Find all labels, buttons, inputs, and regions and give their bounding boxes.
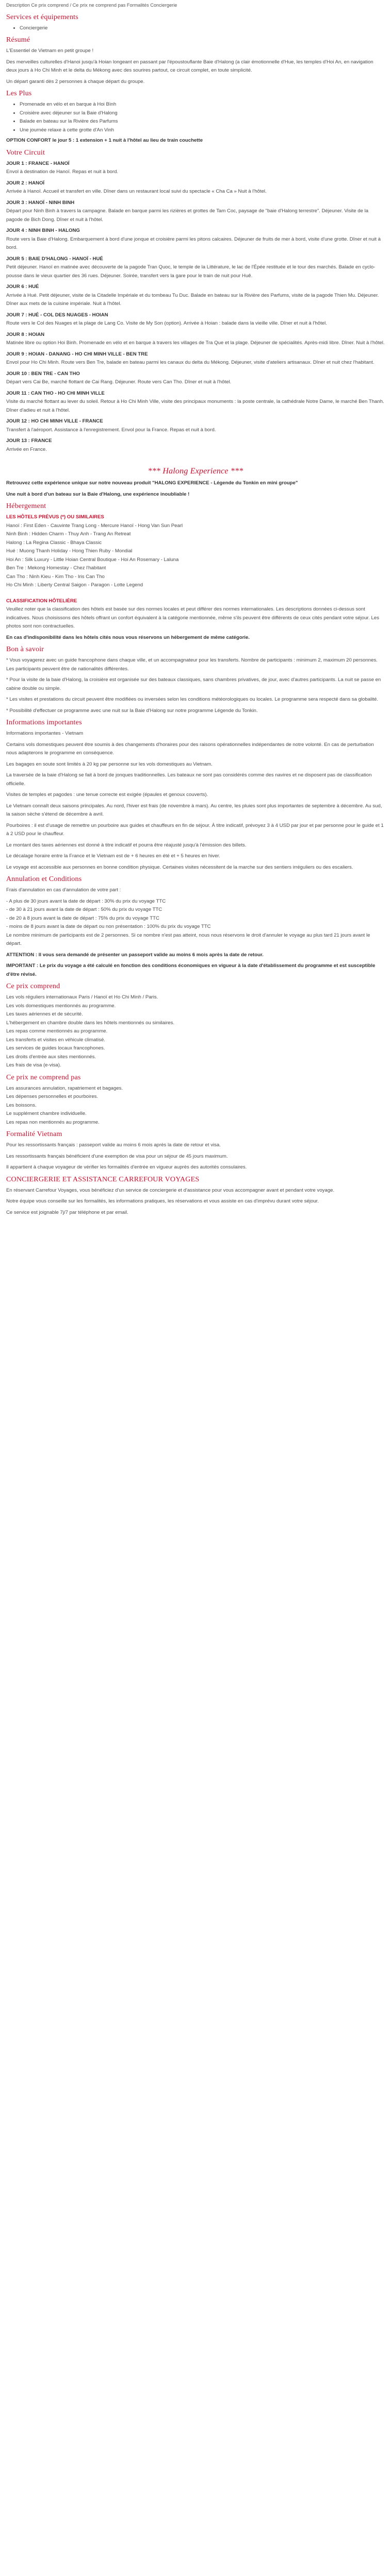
breadcrumb[interactable]: Description Ce prix comprend / Ce prix ne comprend pas Formalités Conciergerie [6, 3, 177, 8]
resume-line: L'Essentiel de Vietnam en petit groupe ! [6, 48, 94, 54]
cancel-line: Frais d'annulation en cas d'annulation de votre part : [6, 887, 121, 893]
day-text: Envol à destination de Hanoï. Repas et nuit à bord. [6, 169, 119, 175]
hotels-list [6, 522, 385, 590]
day-text: Route vers la Baie d'Halong. Embarquement à bord d'une jonque et croisière parmi les pitons calcaires. Déjeuner de fruits de mer à bord, visite d'une grotte. Dîner et nuit à bord. [6, 236, 381, 250]
infos-para: Certains vols domestiques peuvent être soumis à des changements d'horaires pour des raisons opérationnelles indépendantes de notre volonté. En cas de perturbation nous adapterons le programme en conséquence. [6, 741, 374, 756]
infos-para: Le décalage horaire entre la France et le Vietnam est de + 6 heures en été et + 5 heures en hiver. [6, 853, 220, 859]
bon-line: * Possibilité d'effectuer ce programme avec une nuit sur la Baie d'Halong sur notre programme Légende du Tonkin. [6, 707, 258, 714]
classification-note: En cas d'indisponibilité dans les hôtels cités nous vous réservons un hébergement de même catégorie. [6, 634, 250, 640]
infos-para: Le voyage est accessible aux personnes en bonne condition physique. Certaines visites nécessitent de la marche sur des sentiers irréguliers ou des escaliers. [6, 864, 353, 870]
day-title: JOUR 1 : FRANCE - HANOÏ [6, 160, 70, 166]
noprix-line: Les boissons. [6, 1102, 37, 1108]
bon-title: Bon à savoir [6, 646, 44, 653]
day-text: Matinée libre ou option Hoi Binh. Promenade en vélo et en barque à travers les villages de Tra Que et la plage. Déjeuner de spécialités. Après-midi libre. Dîner. Nuit à l'hôtel. [6, 340, 385, 346]
day-title: JOUR 6 : HUÉ [6, 284, 39, 290]
day-text: Départ vers Cai Be, marché flottant de Cai Rang. Déjeuner. Route vers Can Tho. Dîner et nuit à l'hôtel. [6, 379, 232, 385]
list-item: • Une journée relaxe à cette grotte d'An Vinh [20, 126, 385, 135]
services-title: Services et équipements [6, 13, 78, 21]
list-item: • Conciergerie [20, 24, 385, 33]
services-list [6, 24, 385, 33]
label-line: Une nuit à bord d'un bateau sur la Baie d'Halong, une expérience inoubliable ! [6, 491, 190, 497]
infos-para: La traversée de la baie d'Halong se fait à bord de jonques traditionnelles. Les bateaux ne sont pas considérés comme des navires et ne disposent pas de classification officielle. [6, 772, 372, 787]
day-title: JOUR 12 : HO CHI MINH VILLE - FRANCE [6, 418, 103, 424]
day-text: Arrivée en France. [6, 446, 47, 452]
cancel-title: Annulation et Conditions [6, 875, 82, 883]
resume-line: Un départ garanti dès 2 personnes à chaque départ du groupe. [6, 78, 145, 84]
concierge-line: Ce service est joignable 7j/7 par téléphone et par email. [6, 1209, 128, 1215]
list-item: Halong : La Regina Classic - Bhaya Classic [6, 539, 102, 546]
day-text: Visite du marché flottant au lever du soleil. Retour à Ho Chi Minh Ville, visite des principaux monuments : la poste centrale, la cathédrale Notre Dame, le marché Ben Thanh. Dîner d'adieu et nuit à l'hôtel. [6, 399, 384, 413]
classification-title: CLASSIFICATION HÔTELIÈRE [6, 598, 77, 604]
prix-line: Les repas comme mentionnés au programme. [6, 1028, 108, 1034]
concierge-line: En réservant Carrefour Voyages, vous bénéficiez d'un service de conciergerie et d'assistance pour vous accompagner avant et pendant votre voyage. [6, 1187, 335, 1193]
cancel-line: - A plus de 30 jours avant la date de départ : 30% du prix du voyage TTC [6, 898, 166, 904]
concierge-title: CONCIERGERIE ET ASSISTANCE CARREFOUR VOYAGES [6, 1175, 200, 1183]
day-title: JOUR 7 : HUÉ - COL DES NUAGES - HOIAN [6, 312, 108, 318]
day-text: Route vers le Col des Nuages et la plage de Lang Co. Visite de My Son (option). Arrivée à Hoian : balade dans la vieille ville. Dîner et nuit à l'hôtel. [6, 320, 327, 326]
resume-line: Des merveilles culturelles d'Hanoi jusqu'à Hoian longeant en passant par l'époustouflante Baie d'Halong (a clair émotionnelle d'Hue, les temples d'Hoi An, en navigation deux jours à Ho Chi Minh et le delta du Mékong avec des sourires partout, ce circuit complet, en toute simplicité. [6, 59, 373, 73]
list-item: Hué : Muong Thanh Holiday - Hong Thien Ruby - Mondial [6, 548, 133, 554]
infos-para: Le montant des taxes aériennes est donné à titre indicatif et pourra être réajusté jusqu'à l'émission des billets. [6, 842, 247, 848]
list-item: • Croisière avec déjeuner sur la Baie d'Halong [20, 109, 385, 118]
formalites-line: Les ressortissants français bénéficient d'une exemption de visa pour un séjour de 45 jours maximum. [6, 1153, 228, 1159]
day-text: Transfert à l'aéroport. Assistance à l'enregistrement. Envol pour la France. Repas et nuit à bord. [6, 427, 216, 433]
list-item: Ninh Binh : Hidden Charm - Thuy Anh - Trang An Retreat [6, 531, 131, 537]
list-item: • Promenade en vélo et en barque à Hoi Bình [20, 100, 385, 109]
list-item: Can Tho : Ninh Kieu - Kim Tho - Iris Can Tho [6, 573, 105, 580]
infos-para: Pourboires : il est d'usage de remettre un pourboire aux guides et chauffeurs en fin de séjour. À titre indicatif, prévoyez 3 à 4 USD par jour et par personne pour le guide et 1 à 2 USD pour le chauffeur. [6, 822, 384, 837]
infos-para: Visites de temples et pagodes : une tenue correcte est exigée (épaules et genoux couverts). [6, 792, 208, 798]
cancel-line: ATTENTION : Il vous sera demandé de présenter un passeport valide au moins 6 mois après la date de retour. [6, 952, 264, 958]
list-item: Ben Tre : Mekong Homestay - Chez l'habitant [6, 565, 106, 571]
day-text: Départ pour Ninh Binh à travers la campagne. Balade en barque parmi les rizières et grottes de Tam Coc, paysage de "baie d'Halong terrestre". Déjeuner. Visite de la pagode de Bich Dong. Dîner et nuit à l'hôtel. [6, 208, 369, 223]
formalites-line: Pour les ressortissants français : passeport valide au moins 6 mois après la date de retour et visa. [6, 1142, 221, 1148]
label-line: Retrouvez cette expérience unique sur notre nouveau produit "HALONG EXPERIENCE - Légende du Tonkin en mini groupe" [6, 480, 298, 486]
day-text: Arrivée à Hanoï. Accueil et transfert en ville. Dîner dans un restaurant local suivi du spectacle « Cha Ca » Nuit à l'hôtel. [6, 189, 267, 194]
hotels-subtitle: LES HÔTELS PRÉVUS (*) OU SIMILAIRES [6, 514, 104, 520]
classification-text: Veuillez noter que la classification des hôtels est basée sur des normes locales et peut différer des normes internationales. Les descriptions données ci-dessus sont indicatives. Nous choisissons des hôtels offrant un confort équivalent à la catégorie mentionnée, même s'ils peuvent être différents de ceux cités pendant votre séjour. Les photos sont non contractuelles. [6, 606, 380, 629]
bon-line: * Vous voyagerez avec un guide francophone dans chaque ville, et un accompagnateur pour les transferts. Nombre de participants : minimum 2, maximum 20 personnes. Les participants peuvent être de nationalités différentes. [6, 657, 378, 672]
day-title: JOUR 9 : HOIAN - DANANG - HO CHI MINH VILLE - BEN TRE [6, 351, 148, 357]
prix-line: Les taxes aériennes et de sécurité. [6, 1011, 83, 1017]
formalites-line: Il appartient à chaque voyageur de vérifier les formalités d'entrée en vigueur auprès des autorités consulaires. [6, 1164, 247, 1170]
day-text: Petit déjeuner. Hanoï en matinée avec découverte de la pagode Tran Quoc, le temple de la Littérature, le lac de l'Épée restituée et le tour des marchés. Balade en cyclo-pousse dans le vieux quartier des 36 rues. Déjeuner. Soirée, transfert vers la gare pour le train de nuit pour Huê. [6, 264, 376, 279]
hotels-title: Hébergement [6, 502, 46, 510]
prix-title: Ce prix comprend [6, 982, 60, 990]
itinerary-title: Votre Circuit [6, 148, 45, 157]
itinerary-days [6, 160, 385, 454]
day-title: JOUR 3 : HANOÏ - NINH BINH [6, 199, 75, 206]
prix-line: Les vols réguliers internationaux Paris / Hanoï et Ho Chi Minh / Paris. [6, 994, 158, 1000]
plus-option: OPTION CONFORT le jour 5 : 1 extension + 1 nuit à l'hôtel au lieu de train couchette [6, 138, 203, 143]
noprix-line: Les assurances annulation, rapatriement et bagages. [6, 1085, 123, 1091]
noprix-title: Ce prix ne comprend pas [6, 1073, 81, 1081]
day-title: JOUR 10 : BEN TRE - CAN THO [6, 370, 80, 377]
infos-para: Le Vietnam connaît deux saisons principales. Au nord, l'hiver est frais (de novembre à mars). Au centre, les pluies sont plus importantes de septembre à décembre. Au sud, la saison sèche s'étend de décembre à avril. [6, 803, 382, 817]
concierge-line: Notre équipe vous conseille sur les formalités, les informations pratiques, les réservations et vous assiste en cas d'imprévu durant votre séjour. [6, 1198, 319, 1204]
list-item: Ho Chi Minh : Liberty Central Saigon - Paragon - Lotte Legend [6, 582, 143, 588]
list-item: • Balade en bateau sur la Rivière des Parfums [20, 117, 385, 126]
cancel-line: Le nombre minimum de participants est de 2 personnes. Si ce nombre n'est pas atteint, nous nous réservons le droit d'annuler le voyage au plus tard 21 jours avant le départ. [6, 932, 370, 946]
prix-line: Les droits d'entrée aux sites mentionnés. [6, 1054, 96, 1060]
prix-line: Les services de guides locaux francophones. [6, 1045, 105, 1051]
infos-intro: Informations importantes - Vietnam [6, 731, 84, 736]
resume-title: Résumé [6, 36, 30, 44]
day-title: JOUR 11 : CAN THO - HO CHI MINH VILLE [6, 390, 105, 396]
cancel-line: - de 30 à 21 jours avant la date de départ : 50% du prix du voyage TTC [6, 907, 162, 912]
formalites-title: Formalité Vietnam [6, 1130, 62, 1138]
cancel-line: - moins de 8 jours avant la date de départ ou non présentation : 100% du prix du voyage TTC [6, 924, 211, 929]
noprix-line: Les dépenses personnelles et pourboires. [6, 1094, 99, 1099]
list-item: Hoi An : Silk Luxury - Little Hoian Central Boutique - Hoi An Rosemary - Laluna [6, 556, 179, 563]
label-title: *** Halong Experience *** [148, 467, 243, 476]
day-title: JOUR 13 : FRANCE [6, 438, 52, 444]
bon-line: * Les visites et prestations du circuit peuvent être modifiées ou inversées selon les conditions météorologiques ou locales. Le programme sera respecté dans sa globalité. [6, 697, 378, 702]
cancel-line: - de 20 à 8 jours avant la date de départ : 75% du prix du voyage TTC [6, 915, 159, 921]
list-item: Hanoï : First Eden - Cauvinte Trang Long - Mercure Hanoï - Hong Van Sun Pearl [6, 522, 183, 529]
day-title: JOUR 2 : HANOÏ [6, 180, 45, 186]
infos-para: Les bagages en soute sont limités à 20 kg par personne sur les vols domestiques au Vietnam. [6, 761, 213, 767]
plus-title: Les Plus [6, 90, 32, 97]
prix-line: Les frais de visa (e-visa). [6, 1062, 61, 1068]
cancel-line: IMPORTANT : Le prix du voyage a été calculé en fonction des conditions économiques en vigueur à la date d'établissement du programme et est susceptible d'être révisé. [6, 963, 376, 977]
bon-line: * Pour la visite de la baie d'Halong, la croisière est organisée sur des bateaux classiques, sans chambres privatives, de jour, avec d'autres participants. La nuit se passe en cabine double ou simple. [6, 677, 381, 691]
day-title: JOUR 8 : HOIAN [6, 331, 45, 337]
noprix-line: Les repas non mentionnés au programme. [6, 1119, 100, 1125]
day-title: JOUR 4 : NINH BINH - HALONG [6, 228, 80, 233]
prix-line: Les vols domestiques mentionnés au programme. [6, 1003, 116, 1009]
day-text: Arrivée à Hué. Petit déjeuner, visite de la Citadelle Impériale et du tombeau Tu Duc. Balade en bateau sur la Rivière des Parfums, visite de la pagode Thien Mu. Déjeuner. Dîner aux mets de la cuisine impériale. Nuit à l'hôtel. [6, 292, 379, 307]
prix-line: L'hébergement en chambre double dans les hôtels mentionnés ou similaires. [6, 1020, 175, 1026]
noprix-line: Le supplément chambre individuelle. [6, 1111, 87, 1116]
prix-line: Les transferts et visites en véhicule climatisé. [6, 1037, 105, 1043]
day-title: JOUR 5 : BAIE D'HALONG - HANOÏ - HUÉ [6, 256, 103, 262]
plus-list [6, 100, 385, 134]
infos-title: Informations importantes [6, 719, 82, 726]
day-text: Envol pour Ho Chi Minh. Route vers Ben Tre, balade en bateau parmi les canaux du delta du Mékong. Déjeuner, visite d'ateliers artisanaux. Dîner et nuit chez l'habitant. [6, 360, 374, 365]
